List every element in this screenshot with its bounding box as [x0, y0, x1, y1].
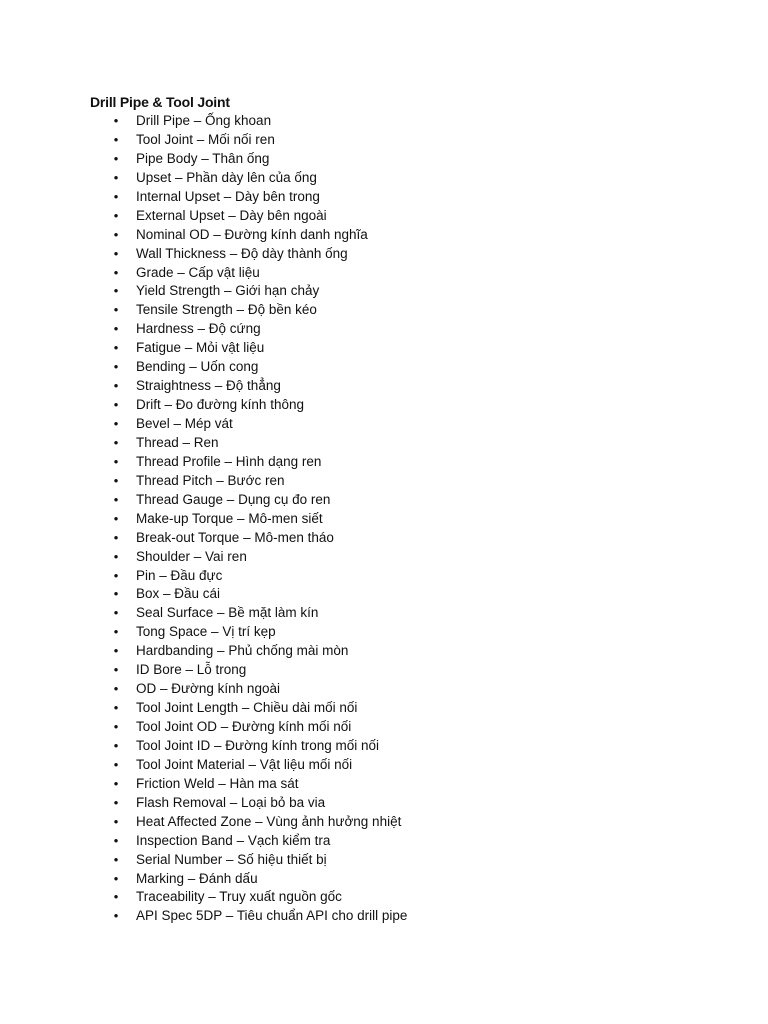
- list-item-text: Shoulder – Vai ren: [136, 548, 247, 564]
- document-heading: Drill Pipe & Tool Joint: [90, 94, 230, 110]
- list-item-text: Heat Affected Zone – Vùng ảnh hưởng nhiệt: [136, 813, 402, 829]
- list-item-text: Drill Pipe – Ống khoan: [136, 113, 272, 128]
- bullet-icon: •: [113, 605, 119, 621]
- bullet-icon: •: [113, 643, 119, 659]
- bullet-icon: •: [113, 662, 119, 678]
- bullet-icon: •: [113, 340, 119, 356]
- list-item-text: Serial Number – Số hiệu thiết bị: [136, 851, 327, 867]
- bullet-icon: •: [113, 188, 119, 204]
- bullet-icon: •: [113, 851, 119, 867]
- list-item-text: Internal Upset – Dày bên trong: [136, 188, 320, 204]
- list-item-text: Hardbanding – Phủ chống mài mòn: [136, 643, 349, 659]
- list-item-text: Tool Joint Length – Chiều dài mối nối: [136, 700, 358, 716]
- bullet-icon: •: [113, 359, 119, 375]
- list-item-text: Hardness – Độ cứng: [136, 321, 261, 337]
- bullet-icon: •: [113, 378, 119, 394]
- bullet-icon: •: [113, 548, 119, 564]
- bullet-icon: •: [113, 453, 119, 469]
- bullet-icon: •: [113, 416, 119, 431]
- list-item-text: Traceability – Truy xuất nguồn gốc: [136, 889, 342, 905]
- list-item-text: Tool Joint OD – Đường kính mối nối: [136, 719, 352, 734]
- bullet-icon: •: [113, 624, 119, 640]
- list-item-text: Drift – Đo đường kính thông: [136, 397, 304, 413]
- list-item-text: Grade – Cấp vật liệu: [136, 264, 260, 280]
- bullet-icon: •: [113, 113, 119, 128]
- list-item-text: API Spec 5DP – Tiêu chuẩn API cho drill pipe: [136, 908, 408, 924]
- bullet-icon: •: [113, 567, 119, 583]
- list-item-text: Marking – Đánh dấu: [136, 870, 258, 886]
- bullet-icon: •: [113, 264, 119, 280]
- list-item-text: Thread Gauge – Dụng cụ đo ren: [136, 491, 331, 507]
- bullet-icon: •: [113, 681, 119, 697]
- list-item-text: Bending – Uốn cong: [136, 359, 259, 375]
- list-item-text: Pipe Body – Thân ống: [136, 150, 270, 166]
- bullet-icon: •: [113, 491, 119, 507]
- list-item-text: Pin – Đầu đực: [136, 567, 223, 583]
- list-item-text: Friction Weld – Hàn ma sát: [136, 775, 299, 791]
- list-item-text: Break-out Torque – Mô-men tháo: [136, 529, 334, 545]
- list-item-text: Tensile Strength – Độ bền kéo: [136, 302, 317, 318]
- list-item-text: Nominal OD – Đường kính danh nghĩa: [136, 226, 368, 242]
- bullet-icon: •: [113, 131, 119, 147]
- bullet-icon: •: [113, 283, 119, 299]
- list-item-text: Flash Removal – Loại bỏ ba via: [136, 794, 326, 810]
- bullet-icon: •: [113, 245, 119, 261]
- bullet-icon: •: [113, 908, 119, 924]
- bullet-icon: •: [113, 832, 119, 848]
- bullet-icon: •: [113, 775, 119, 791]
- bullet-icon: •: [113, 700, 119, 716]
- list-item-text: Seal Surface – Bề mặt làm kín: [136, 605, 319, 621]
- bullet-icon: •: [113, 586, 119, 602]
- bullet-icon: •: [113, 794, 119, 810]
- list-item-text: Fatigue – Mỏi vật liệu: [136, 340, 265, 356]
- bullet-icon: •: [113, 207, 119, 223]
- bullet-icon: •: [113, 302, 119, 318]
- bullet-icon: •: [113, 150, 119, 166]
- list-item-text: External Upset – Dày bên ngoài: [136, 207, 327, 223]
- bullet-icon: •: [113, 870, 119, 886]
- bullet-icon: •: [113, 813, 119, 829]
- bullet-icon: •: [113, 169, 119, 185]
- list-item-text: Tool Joint – Mối nối ren: [136, 131, 275, 147]
- bullet-icon: •: [113, 397, 119, 413]
- bullet-icon: •: [113, 529, 119, 545]
- bullet-icon: •: [113, 510, 119, 526]
- list-item-text: Tool Joint ID – Đường kính trong mối nối: [136, 737, 380, 753]
- list-item-text: Inspection Band – Vạch kiểm tra: [136, 832, 331, 848]
- bullet-icon: •: [113, 472, 119, 488]
- list-item-text: Bevel – Mép vát: [136, 416, 233, 431]
- bullet-icon: •: [113, 889, 119, 905]
- list-item-text: Straightness – Độ thẳng: [136, 378, 281, 394]
- bullet-icon: •: [113, 756, 119, 772]
- bullet-icon: •: [113, 719, 119, 734]
- list-item-text: ID Bore – Lỗ trong: [136, 662, 247, 678]
- list-item-text: OD – Đường kính ngoài: [136, 681, 280, 697]
- bullet-icon: •: [113, 737, 119, 753]
- bullet-icon: •: [113, 434, 119, 450]
- list-item-text: Box – Đầu cái: [136, 586, 221, 602]
- list-item-text: Make-up Torque – Mô-men siết: [136, 510, 323, 526]
- list-item-text: Yield Strength – Giới hạn chảy: [136, 283, 320, 299]
- list-item-text: Tool Joint Material – Vật liệu mối nối: [136, 756, 353, 772]
- list-item-text: Thread – Ren: [136, 434, 219, 450]
- list-item-text: Thread Pitch – Bước ren: [136, 472, 285, 488]
- list-item-text: Tong Space – Vị trí kẹp: [136, 624, 276, 640]
- list-item-text: Thread Profile – Hình dạng ren: [136, 453, 322, 469]
- list-item-text: Wall Thickness – Độ dày thành ống: [136, 245, 348, 261]
- list-item-text: Upset – Phần dày lên của ống: [136, 169, 317, 185]
- bullet-icon: •: [113, 226, 119, 242]
- bullet-icon: •: [113, 321, 119, 337]
